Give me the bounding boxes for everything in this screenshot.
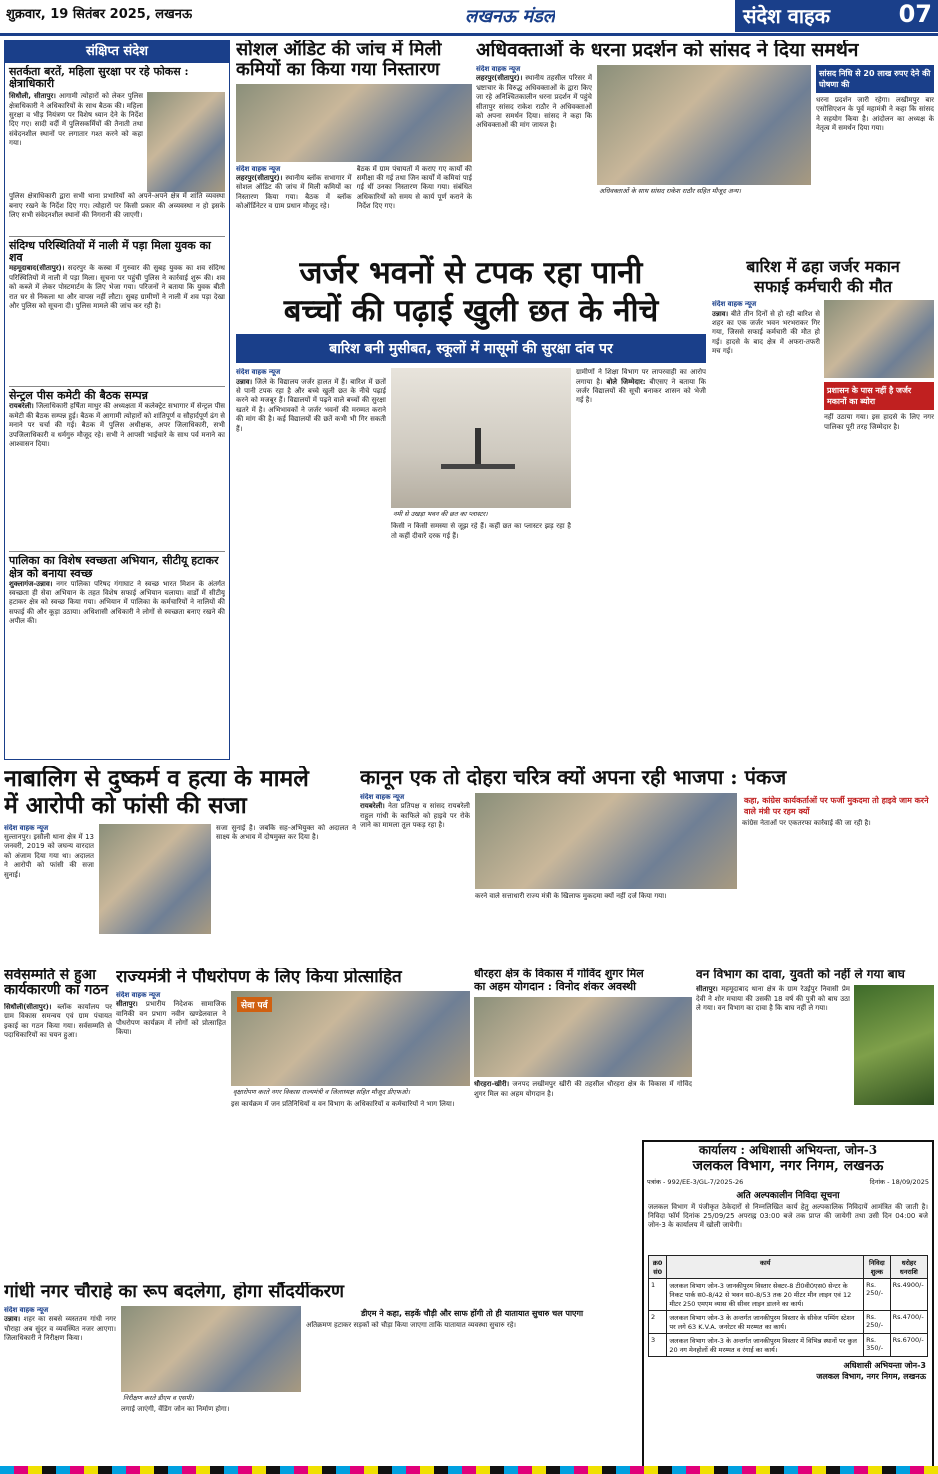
brief-headline-2: संदिग्ध परिस्थितियों में नाली में पड़ा मिला युवक का शव: [9, 236, 225, 264]
tender-sign-1: अधिशासी अभियन्ता जोन-3: [843, 1360, 926, 1370]
table-row: [649, 1333, 928, 1356]
dhaurahra-headline-1: धौरहरा क्षेत्र के विकास में गोविंद शुगर मिल: [474, 968, 644, 980]
tender-col-3: धरोहर धनराशि: [890, 1255, 927, 1278]
gandhi-body: शहर का सबसे व्यस्ततम गांधी नगर चौराहा अब सुंदर व व्यवस्थित नजर आएगा। जिलाधिकारी ने निरीक्षण किया।: [4, 1315, 116, 1343]
jarjar-caption: नमी से उखड़ा भवन की छत का प्लास्टर।: [391, 508, 571, 519]
tender-patrank: पत्रांक - 992/EE-3/GL-7/2025-26: [647, 1177, 744, 1186]
advocates-caption: अधिवक्ताओं के साथ सांसद राकेश राठौर सहित मौजूद अन्य।: [597, 185, 811, 196]
nabalig-headline-1: नाबालिग से दुष्कर्म व हत्या के मामले: [4, 766, 309, 792]
advocates-body: स्थानीय तहसील परिसर में भ्रष्टाचार के विरुद्ध अधिवक्ताओं के द्वारा किए जा रहे अनिश्चितकालीन धरना प्रदर्शन में पहुंचे सीतापुर सांसद राकेश राठौर ने अधिवक्ताओं को अपना समर्थन दिया।: [476, 74, 592, 120]
paper-logo-icon: [735, 0, 938, 32]
page-header: [0, 0, 938, 36]
tender-cell-fee: Rs. 250/-: [864, 1278, 891, 1310]
social-audit-body: स्थानीय ब्लॉक सभागार में सोशल ऑडिट की जांच में मिली कमियों का निस्तारण किया गया। बैठक में ब्लॉक कोऑर्डिनेटर व ग्राम प्रधान मौजूद रहे।: [236, 174, 352, 211]
gandhi-caption: निरीक्षण करते डीएम व एसपी।: [121, 1392, 301, 1403]
tender-office: कार्यालय : अधिशासी अभियन्ता, जोन-3: [698, 1143, 878, 1157]
sarvsammati-body: ब्लॉक कार्यालय पर ग्राम विकास समन्वय एवं ग्राम पंचायत इकाई का गठन किया गया। सर्वसम्मति से पदाधिकारियों का चयन हुआ।: [4, 1002, 112, 1039]
vanvibhag-photo: [854, 985, 934, 1105]
gandhi-headline: गांधी नगर चौराहे का रूप बदलेगा, होगा सौंदर्यीकरण: [4, 1282, 345, 1302]
dhaurahra-dateline: धौरहरा-खीरी।: [474, 1080, 510, 1089]
brief-headline-1: सतर्कता बरतें, महिला सुरक्षा पर रहे फोकस : क्षेत्राधिकारी: [9, 65, 189, 91]
brief-headline-3: सेन्ट्रल पीस कमेटी की बैठक सम्पन्न: [9, 386, 225, 402]
rajyamantri-headline: राज्यमंत्री ने पौधरोपण के लिए किया प्रोत्साहित: [116, 968, 402, 987]
brief-dateline-1: सिधौली, सीतापुर।: [9, 92, 56, 101]
story-jarjar: जर्जर भवनों से टपक रहा पानी बच्चों की पढ़ाई खुली छत के नीचे बारिश बनी मुसीबत, स्कूलों में मासूमों की सुरक्षा दांव पर संदेश वाहक न्यूज उन्नाव। जिले के विद्यालय जर्जर हालत में हैं। बारिश में छतों से पानी टपक रहा है और बच्चे खुली छत के नीचे पढ़ाई करने को मजबूर हैं। विद्यालयों में पढ़ने वाले बच्चों की सुरक्षा खतरे में है। अभिभावकों ने जर्जर भवनों की मरम्मत कराने की मांग की है। कई विद्यालयों की छतें कभी भी गिर सकती हैं। नमी से उखड़ा भवन की छत का प्लास्टर। किसी न किसी समस्या से जूझ रहे हैं। कहीं छत का प्लास्टर झड़ रहा है तो कहीं दीवारें दरक गई हैं। ग्रामीणों ने शिक्षा विभाग पर लापरवाही का आरोप लगाया है। बोले जिम्मेदार: बीएसए ने बताया कि जर्जर विद्यालयों की सूची बनाकर शासन को भेजी गई है।: [236, 255, 706, 540]
advocates-headline: अधिवक्ताओं के धरना प्रदर्शन को सांसद ने दिया समर्थन: [476, 40, 859, 61]
social-audit-byline: संदेश वाहक न्यूज: [236, 164, 281, 173]
gandhi-dateline: उन्नाव।: [4, 1315, 21, 1324]
brief-dateline-4: शुक्लागंज-उन्नाव।: [9, 579, 53, 588]
sidebar-title: संक्षिप्त संदेश: [5, 41, 229, 63]
tender-cell-deposit: Rs.4700/-: [890, 1310, 927, 1333]
barish-headline-1: बारिश में ढहा जर्जर मकान: [746, 257, 900, 276]
kanoon-dateline: रायबरेली।: [360, 802, 385, 811]
advocates-highlight: सांसद निधि से 20 लाख रुपए देने की घोषणा की: [816, 65, 934, 93]
brief-dateline-3: रायबरेली।: [9, 402, 34, 411]
nabalig-photo: [99, 824, 211, 934]
table-row: [649, 1278, 928, 1310]
nabalig-body: सुल्तानपुर। इसौली थाना क्षेत्र में 13 जनवरी, 2019 को जघन्य वारदात को अंजाम दिया गया था। अदालत ने आरोपी को फांसी की सजा सुनाई।: [4, 833, 94, 879]
advocates-byline: संदेश वाहक न्यूज: [476, 64, 521, 73]
jarjar-bold-label: बोले जिम्मेदार:: [606, 377, 646, 386]
dhaurahra-body: जनपद लखीमपुर खीरी की तहसील धौरहरा क्षेत्र के विकास में गोविंद शुगर मिल का अहम योगदान है।: [474, 1080, 692, 1098]
story-advocates: अधिवक्ताओं के धरना प्रदर्शन को सांसद ने दिया समर्थन संदेश वाहक न्यूज लहरपुर(सीतापुर)। स्थानीय तहसील परिसर में भ्रष्टाचार के विरुद्ध अधिवक्ताओं के द्वारा किए जा रहे अनिश्चितकालीन धरना प्रदर्शन में पहुंचे सीतापुर सांसद राकेश राठौर ने अधिवक्ताओं को अपना समर्थन दिया। सांसद ने कहा कि अधिवक्ताओं की मांग जायज है। अधिवक्ताओं के साथ सांसद राकेश राठौर सहित मौजूद अन्य। सांसद निधि से 20 लाख रुपए देने की घोषणा की धरना प्रदर्शन जारी रहेगा। लखीमपुर बार एसोसिएशन के पूर्व महामंत्री ने कहा कि सांसद ने सहयोग किया है। आंदोलन का अध्यक्ष के नेतृत्व में समर्थन दिया गया।: [476, 40, 934, 195]
social-audit-dateline: लहरपुर(सीतापुर)।: [236, 174, 283, 182]
dhaurahra-headline-2: का अहम योगदान : विनोद शंकर अवस्थी: [474, 980, 637, 994]
dhaurahra-photo: [474, 997, 692, 1077]
tender-cell-deposit: Rs.6700/-: [890, 1333, 927, 1356]
brief-photo-1: [147, 92, 225, 192]
header-section: लखनऊ मंडल: [465, 6, 555, 27]
social-audit-photo: [236, 84, 472, 162]
table-row: [649, 1310, 928, 1333]
tender-cell-work: जलकल विभाग जोन-3 जानकीपुरम विस्तार सेक्टर-8 टी0वी0एस0 सेन्टर के निकट पार्क स0-8/42 से भवन स0-8/53 तक 20 मीटर मीन लाइन एवं 12 मीटर 250 एमएम व्यास की सीवर लाइन डालने का कार्य।: [667, 1278, 864, 1310]
story-social-audit: सोशल ऑडिट की जांच में मिली कमियों का किया गया निस्तारण संदेश वाहक न्यूज लहरपुर(सीतापुर)। स्थानीय ब्लॉक सभागार में सोशल ऑडिट की जांच में मिली कमियों का निस्तारण किया गया। बैठक में ब्लॉक कोऑर्डिनेटर व ग्राम प्रधान मौजूद रहे। बैठक में ग्राम पंचायतों में कराए गए कार्यों की समीक्षा की गई तथा जिन कार्यों में कमियां पाई गई थीं उनका निस्तारण किया गया। संबंधित अधिकारियों को समय से कार्य पूर्ण कराने के निर्देश दिए गए।: [236, 40, 472, 211]
story-barish: बारिश में ढहा जर्जर मकान सफाई कर्मचारी की मौत संदेश वाहक न्यूज उन्नाव। बीते तीन दिनों से हो रही बारिश से शहर का एक जर्जर भवन भरभराकर गिर गया, जिससे सफाई कर्मचारी की मौत हो गई। हादसे के बाद क्षेत्र में अफरा-तफरी मच गई। प्रशासन के पास नहीं है जर्जर मकानों का ब्योरा नहीं उठाया गया। इस हादसे के लिए नगर पालिका पूरी तरह जिम्मेदार है।: [712, 257, 934, 431]
tender-intro: जलकल विभाग में पंजीकृत ठेकेदारों से निम्नलिखित कार्य हेतु अल्पकालिक निविदायें आमंत्रित की जाती है। निविदा फॉर्म दिनांक 25/09/25 अपराह्न 03:00 बजे तक प्राप्त की जायेगी तथा उसी दिन 04:00 बजे जोन-3 के कार्यालय में खोली जायेगी।: [648, 1202, 928, 1230]
gandhi-photo: [121, 1306, 301, 1392]
story-vanvibhag: [696, 968, 934, 1136]
rajyamantri-caption: वृक्षारोपण करते नगर विकास राज्यमंत्री व जिलाध्यक्ष सहित मौजूद डीएफओ।: [231, 1086, 470, 1097]
rajyamantri-byline: संदेश वाहक न्यूज: [116, 990, 161, 999]
seva-parv-banner: सेवा पर्व: [237, 997, 272, 1012]
jarjar-headline-1: जर्जर भवनों से टपक रहा पानी: [299, 255, 643, 291]
tender-dept: जलकल विभाग, नगर निगम, लखनऊ: [692, 1158, 884, 1175]
barish-byline: संदेश वाहक न्यूज: [712, 300, 757, 309]
tender-cell-fee: Rs. 350/-: [864, 1333, 891, 1356]
story-nabalig: नाबालिग से दुष्कर्म व हत्या के मामले में आरोपी को फांसी की सजा संदेश वाहक न्यूज सुल्तानपुर। इसौली थाना क्षेत्र में 13 जनवरी, 2019 को जघन्य वारदात को अंजाम दिया गया था। अदालत ने आरोपी को फांसी की सजा सुनाई। सजा सुनाई है। जबकि सह-अभियुक्त को अदालत ने साक्ष्य के अभाव में दोषमुक्त कर दिया है।: [4, 766, 356, 964]
tender-cell-no: 1: [649, 1278, 667, 1310]
gandhi-byline: संदेश वाहक न्यूज: [4, 1305, 49, 1314]
jarjar-headline-2: बच्चों की पढ़ाई खुली छत के नीचे: [283, 293, 659, 330]
kanoon-body: नेता प्रतिपक्ष व सांसद रायबरेली राहुल गांधी के काफिले को हाइवे पर रोके जाने का मामला तूल पकड़ रहा है।: [360, 802, 470, 830]
jarjar-dateline: उन्नाव।: [236, 377, 253, 386]
tender-cell-work: जलकल विभाग जोन-3 के अन्तर्गत जानकीपुरम विस्तार में विभिन्न स्थानों पर कुल 20 नग मेनहोलों की मरम्मत व रंगाई का कार्य।: [667, 1333, 864, 1356]
paper-name: संदेश वाहक: [743, 4, 830, 28]
kanoon-headline: कानून एक तो दोहरा चरित्र क्यों अपना रही भाजपा : पंकज: [360, 766, 787, 789]
rajyamantri-photo: [231, 991, 470, 1086]
story-kanoon: कानून एक तो दोहरा चरित्र क्यों अपना रही भाजपा : पंकज संदेश वाहक न्यूज रायबरेली। नेता प्रतिपक्ष व सांसद रायबरेली राहुल गांधी के काफिले को हाइवे पर रोके जाने का मामला तूल पकड़ रहा है। करने वाले सत्ताधारी राज्य मंत्री के खिलाफ मुकदमा क्यों नहीं दर्ज किया गया। कहा, कांग्रेस कार्यकर्ताओं पर फर्जी मुकदमा तो हाइवे जाम करने वाले मंत्री पर रहम क्यों कांग्रेस नेताओं पर एकतरफा कार्रवाई की जा रही है।: [360, 766, 934, 964]
vanvibhag-dateline: सीतापुर।: [696, 985, 718, 994]
brief-body-4: नगर पालिका परिषद गंगाघाट ने स्वच्छ भारत मिशन के अंतर्गत स्वच्छता ही सेवा अभियान के तहत विशेष सफाई अभियान चलाया। वार्डों में सीटीयू हटाकर क्षेत्र को स्वच्छ किया गया।: [9, 579, 225, 607]
jarjar-body: जिले के विद्यालय जर्जर हालत में हैं। बारिश में छतों से पानी टपक रहा है और बच्चे खुली छत के नीचे पढ़ाई करने को मजबूर हैं।: [236, 377, 386, 405]
tender-notice-title: अति अल्पकालीन निविदा सूचना: [736, 1190, 840, 1201]
barish-body: बीते तीन दिनों से हो रही बारिश से शहर का एक जर्जर भवन भरभराकर गिर गया, जिससे सफाई कर्मचारी की मौत हो गई।: [712, 309, 820, 346]
brief-dateline-2: महमूदाबाद(सीतापुर)।: [9, 264, 65, 273]
page-number: 07: [898, 0, 932, 28]
barish-headline-2: सफाई कर्मचारी की मौत: [754, 276, 892, 296]
header-date: शुक्रवार, 19 सितंबर 2025, लखनऊ: [6, 7, 193, 22]
jarjar-subheadline: बारिश बनी मुसीबत, स्कूलों में मासूमों की सुरक्षा दांव पर: [236, 334, 706, 363]
tender-cell-deposit: Rs.4900/-: [890, 1278, 927, 1310]
story-rajyamantri: राज्यमंत्री ने पौधरोपण के लिए किया प्रोत्साहित संदेश वाहक न्यूज सीतापुर। प्रभारीय निदेशक सामाजिक वानिकी वन प्रभाग नवीन खण्डेलवाल ने पौधरोपण कार्यक्रम में लोगों को प्रोत्साहित किया। सेवा पर्व वृक्षारोपण करते नगर विकास राज्यमंत्री व जिलाध्यक्ष सहित मौजूद डीएफओ। इस कार्यक्रम में जन प्रतिनिधियों व वन विभाग के अधिकारियों व कर्मचारियों ने भाग लिया।: [116, 968, 470, 1278]
kanoon-photo: [475, 793, 737, 889]
tender-cell-no: 2: [649, 1310, 667, 1333]
tender-sign-2: जलकल विभाग, नगर निगम, लखनऊ: [816, 1371, 926, 1381]
brief-headline-4: पालिका का विशेष स्वच्छता अभियान, सीटीयू हटाकर क्षेत्र को बनाया स्वच्छ: [9, 551, 225, 579]
barish-inset: प्रशासन के पास नहीं है जर्जर मकानों का ब्योरा: [824, 382, 934, 410]
nabalig-headline-2: में आरोपी को फांसी की सजा: [4, 792, 247, 820]
brief-body-1: आगामी त्योहारों को लेकर पुलिस क्षेत्राधिकारी ने अधिकारियों के साथ बैठक की। महिला सुरक्षा व भीड़ नियंत्रण पर विशेष ध्यान देने के निर्देश दिए गए। सादी वर्दी में पुलिसकर्मियों की तैनाती तथा संवेदनशील स्थानों पर लगातार गश्त करने को कहा गया।: [9, 92, 143, 148]
tender-notice: [642, 1140, 934, 1470]
vanvibhag-body: महमूदाबाद थाना क्षेत्र के ग्राम रेउईपुर निवासी प्रेम देवी ने शोर मचाया की उसकी 18 वर्ष की पुत्री को बाघ उठा ले गया। वन विभाग का दावा है कि बाघ नहीं ले गया।: [696, 985, 850, 1012]
ceiling-photo: [391, 368, 571, 508]
tender-col-1: कार्य: [667, 1255, 864, 1278]
tender-cell-no: 3: [649, 1333, 667, 1356]
story-gandhi: गांधी नगर चौराहे का रूप बदलेगा, होगा सौंदर्यीकरण संदेश वाहक न्यूज उन्नाव। शहर का सबसे व्यस्ततम गांधी नगर चौराहा अब सुंदर व व्यवस्थित नजर आएगा। जिलाधिकारी ने निरीक्षण किया। निरीक्षण करते डीएम व एसपी। लगाई जाएंगी, वेंडिंग जोन का निर्माण होगा। डीएम ने कहा, सड़कें चौड़ी और साफ होंगी तो ही यातायात सुचारु चल पाएगा अतिक्रमण हटाकर सड़कों को चौड़ा किया जाएगा ताकि यातायात व्यवस्था सुचारु रहे।: [4, 1282, 638, 1470]
colour-register-icon: [0, 1466, 938, 1474]
sarvsammati-headline: सर्वसम्मति से हुआ कार्यकारणी का गठन: [4, 968, 109, 999]
barish-dateline: उन्नाव।: [712, 309, 729, 318]
brief-body-2: सदरपुर के कस्बा में गुरुवार की सुबह युवक का शव संदिग्ध परिस्थितियों में नाली में पड़ा मिला। सूचना पर पहुंची पुलिस ने कार्रवाई शुरू की। शव को कब्जे में लेकर पोस्टमार्टम के लिए भेजा गया।: [9, 264, 225, 292]
barish-photo: [824, 300, 934, 378]
tender-cell-work: जलकल विभाग जोन-3 के अन्तर्गत जानकीपुरम विस्तार के सीवेज पम्पिंग स्टेशन पर लगे 63 K.V.A. जनरेटर की मरम्मत का कार्य।: [667, 1310, 864, 1333]
tender-table: [648, 1255, 928, 1357]
tender-col-2: निविदा शुल्क: [864, 1255, 891, 1278]
tender-col-0: क्र0 सं0: [649, 1255, 667, 1278]
vanvibhag-headline: वन विभाग का दावा, युवती को नहीं ले गया बाघ: [696, 968, 905, 981]
social-audit-headline: सोशल ऑडिट की जांच में मिली कमियों का किया गया निस्तारण: [236, 40, 442, 80]
brief-body-3: जिलाधिकारी हर्षिता माथुर की अध्यक्षता में कलेक्ट्रेट सभागार में सेन्ट्रल पीस कमेटी की बैठक सम्पन्न हुई। बैठक में आगामी त्योहारों को शांतिपूर्ण व सौहार्दपूर्ण ढंग से मनाने पर चर्चा की गई।: [9, 402, 225, 430]
rajyamantri-body: प्रभारीय निदेशक सामाजिक वानिकी वन प्रभाग नवीन खण्डेलवाल ने पौधरोपण कार्यक्रम में लोगों को प्रोत्साहित किया।: [116, 1000, 226, 1037]
gandhi-highlight: डीएम ने कहा, सड़कें चौड़ी और साफ होंगी तो ही यातायात सुचारु चल पाएगा: [360, 1308, 584, 1318]
advocates-photo: [597, 65, 811, 185]
kanoon-highlight: कहा, कांग्रेस कार्यकर्ताओं पर फर्जी मुकदमा तो हाइवे जाम करने वाले मंत्री पर रहम क्यों: [744, 796, 929, 816]
rajyamantri-dateline: सीतापुर।: [116, 1000, 138, 1009]
sidebar-brief: संक्षिप्त संदेश सतर्कता बरतें, महिला सुरक्षा पर रहे फोकस : क्षेत्राधिकारी सिधौली, सीतापुर। आगामी त्योहारों को लेकर पुलिस क्षेत्राधिकारी ने अधिकारियों के साथ बैठक की। महिला सुरक्षा व भीड़ नियंत्रण पर विशेष ध्यान देने के निर्देश दिए गए। सादी वर्दी में पुलिसकर्मियों की तैनाती तथा संवेदनशील स्थानों पर लगातार गश्त करने को कहा गया। पुलिस क्षेत्राधिकारी द्वारा सभी थाना प्रभारियों को अपने-अपने क्षेत्र में शांति व्यवस्था बनाए रखने के निर्देश दिए गए। त्योहारों पर किसी प्रकार की अव्यवस्था न हो इसके लिए सभी संवेदनशील स्थानों की निगरानी की जाएगी। संदिग्ध परिस्थितियों में नाली में पड़ा मिला युवक का शव महमूदाबाद(सीतापुर)। सदरपुर के कस्बा में गुरुवार की सुबह युवक का शव संदिग्ध परिस्थितियों में नाली में पड़ा मिला। सूचना पर पहुंची पुलिस ने कार्रवाई शुरू की। शव को कब्जे में लेकर पोस्टमार्टम के लिए भेजा गया। परिजनों ने बताया कि युवक बीती रात घर से निकला था और वापस नहीं लौटा। सुबह ग्रामीणों ने नाली में शव पड़ा देखा और पुलिस को सूचना दी। पुलिस मामले की जांच कर रही है। सेन्ट्रल पीस कमेटी की बैठक सम्पन्न रायबरेली। जिलाधिकारी हर्षिता माथुर की अध्यक्षता में कलेक्ट्रेट सभागार में सेन्ट्रल पीस कमेटी की बैठक सम्पन्न हुई। बैठक में आगामी त्योहारों को शांतिपूर्ण व सौहार्दपूर्ण ढंग से मनाने पर चर्चा की गई। बैठक में पुलिस अधीक्षक, अपर जिलाधिकारी, सभी उपजिलाधिकारी व धर्मगुरु मौजूद रहे। सभी ने आपसी भाईचारे के साथ पर्व मनाने का आश्वासन दिया। पालिका का विशेष स्वच्छता अभियान, सीटीयू हटाकर क्षेत्र को बनाया स्वच्छ शुक्लागंज-उन्नाव। नगर पालिका परिषद गंगाघाट ने स्वच्छ भारत मिशन के अंतर्गत स्वच्छता ही सेवा अभियान के तहत विशेष सफाई अभियान चलाया। वार्डों में सीटीयू हटाकर क्षेत्र को स्वच्छ किया गया। अभियान में पालिका के कर्मचारियों ने नालियों की सफाई की और कूड़ा उठाया। अधिशासी अधिकारी ने लोगों से स्वच्छता बनाए रखने की अपील की।: [4, 40, 230, 760]
jarjar-byline: संदेश वाहक न्यूज: [236, 368, 281, 377]
kanoon-byline: संदेश वाहक न्यूज: [360, 793, 405, 801]
advocates-dateline: लहरपुर(सीतापुर)।: [476, 74, 523, 83]
tender-dinank: दिनांक - 18/09/2025: [869, 1177, 929, 1186]
nabalig-byline: संदेश वाहक न्यूज: [4, 823, 49, 832]
tender-cell-fee: Rs. 250/-: [864, 1310, 891, 1333]
story-sarvsammati: [4, 968, 112, 1278]
header-rule: [0, 33, 938, 36]
sarvsammati-dateline: सिधौली(सीतापुर)।: [4, 1002, 52, 1011]
